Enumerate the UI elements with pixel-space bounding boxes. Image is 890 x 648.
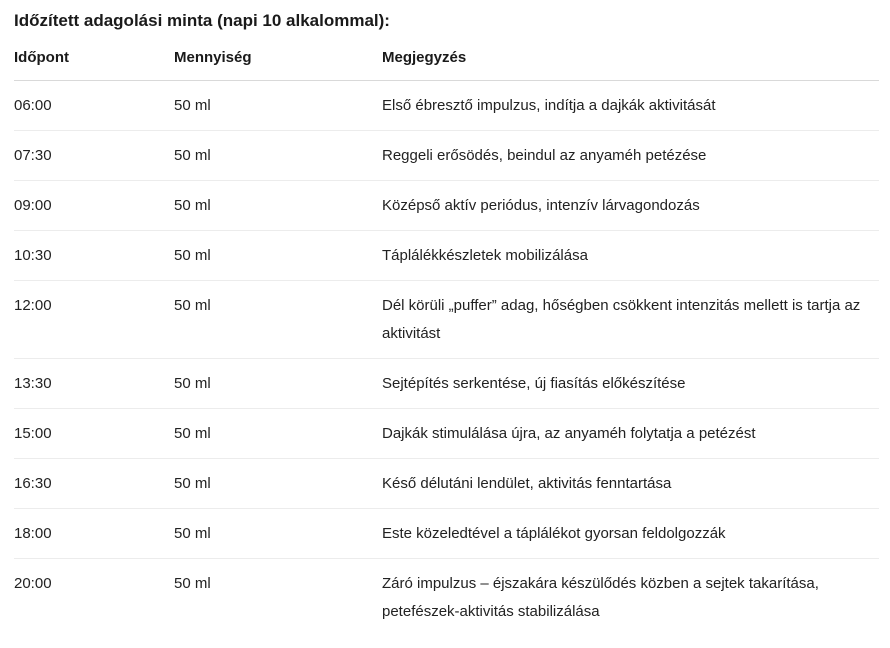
cell-note: Középső aktív periódus, intenzív lárvagondozás xyxy=(382,181,879,231)
cell-time: 16:30 xyxy=(14,459,174,509)
cell-time: 20:00 xyxy=(14,575,52,592)
cell-quantity: 50 ml xyxy=(174,181,382,231)
table-body xyxy=(14,81,879,637)
cell-time: 06:00 xyxy=(14,81,174,131)
cell-time: 09:00 xyxy=(14,181,174,231)
column-header-note: Megjegyzés xyxy=(382,48,879,81)
cell-quantity: 50 ml xyxy=(174,459,382,509)
table-row xyxy=(14,409,879,459)
table-row xyxy=(14,181,879,231)
table-row xyxy=(14,359,879,409)
cell-time: 07:30 xyxy=(14,131,174,181)
dosing-schedule-table xyxy=(14,48,879,637)
cell-quantity: 50 ml xyxy=(174,509,382,559)
cell-note: Táplálékkészletek mobilizálása xyxy=(382,231,879,281)
column-header-time: Időpont xyxy=(14,48,174,81)
cell-note: Dajkák stimulálása újra, az anyaméh folytatja a petézést xyxy=(382,409,879,459)
cell-note: Első ébresztő impulzus, indítja a dajkák aktivitását xyxy=(382,81,879,131)
table-row xyxy=(14,231,879,281)
table-header xyxy=(14,48,879,81)
table-row xyxy=(14,81,879,131)
cell-quantity: 50 ml xyxy=(174,359,382,409)
cell-time: 13:30 xyxy=(14,359,174,409)
table-row xyxy=(14,459,879,509)
cell-time: 15:00 xyxy=(14,409,174,459)
cell-time: 10:30 xyxy=(14,231,174,281)
column-header-quantity: Mennyiség xyxy=(174,48,382,81)
cell-note: Este közeledtével a táplálékot gyorsan feldolgozzák xyxy=(382,509,879,559)
table-row xyxy=(14,509,879,559)
cell-time: 12:00 xyxy=(14,281,174,359)
cell-time: 18:00 xyxy=(14,509,174,559)
cell-note: Reggeli erősödés, beindul az anyaméh petézése xyxy=(382,131,879,181)
cell-quantity: 50 ml xyxy=(174,409,382,459)
table-row xyxy=(14,559,879,637)
cell-note: Dél körüli „puffer” adag, hőségben csökkent intenzitás mellett is tartja az aktivitást xyxy=(382,281,879,359)
cell-note: Záró impulzus – éjszakára készülődés közben a sejtek takarítása, petefészek-aktivitás stabilizálása xyxy=(382,575,819,620)
section-heading: Időzített adagolási minta (napi 10 alkalommal): xyxy=(14,11,390,30)
cell-quantity: 50 ml xyxy=(174,281,382,359)
table-row xyxy=(14,281,879,359)
cell-note: Sejtépítés serkentése, új fiasítás előkészítése xyxy=(382,359,879,409)
header-row xyxy=(14,48,879,81)
table-row xyxy=(14,131,879,181)
cell-quantity: 50 ml xyxy=(174,575,211,592)
cell-note: Késő délutáni lendület, aktivitás fenntartása xyxy=(382,459,879,509)
cell-quantity: 50 ml xyxy=(174,231,382,281)
cell-quantity: 50 ml xyxy=(174,131,382,181)
cell-quantity: 50 ml xyxy=(174,81,382,131)
